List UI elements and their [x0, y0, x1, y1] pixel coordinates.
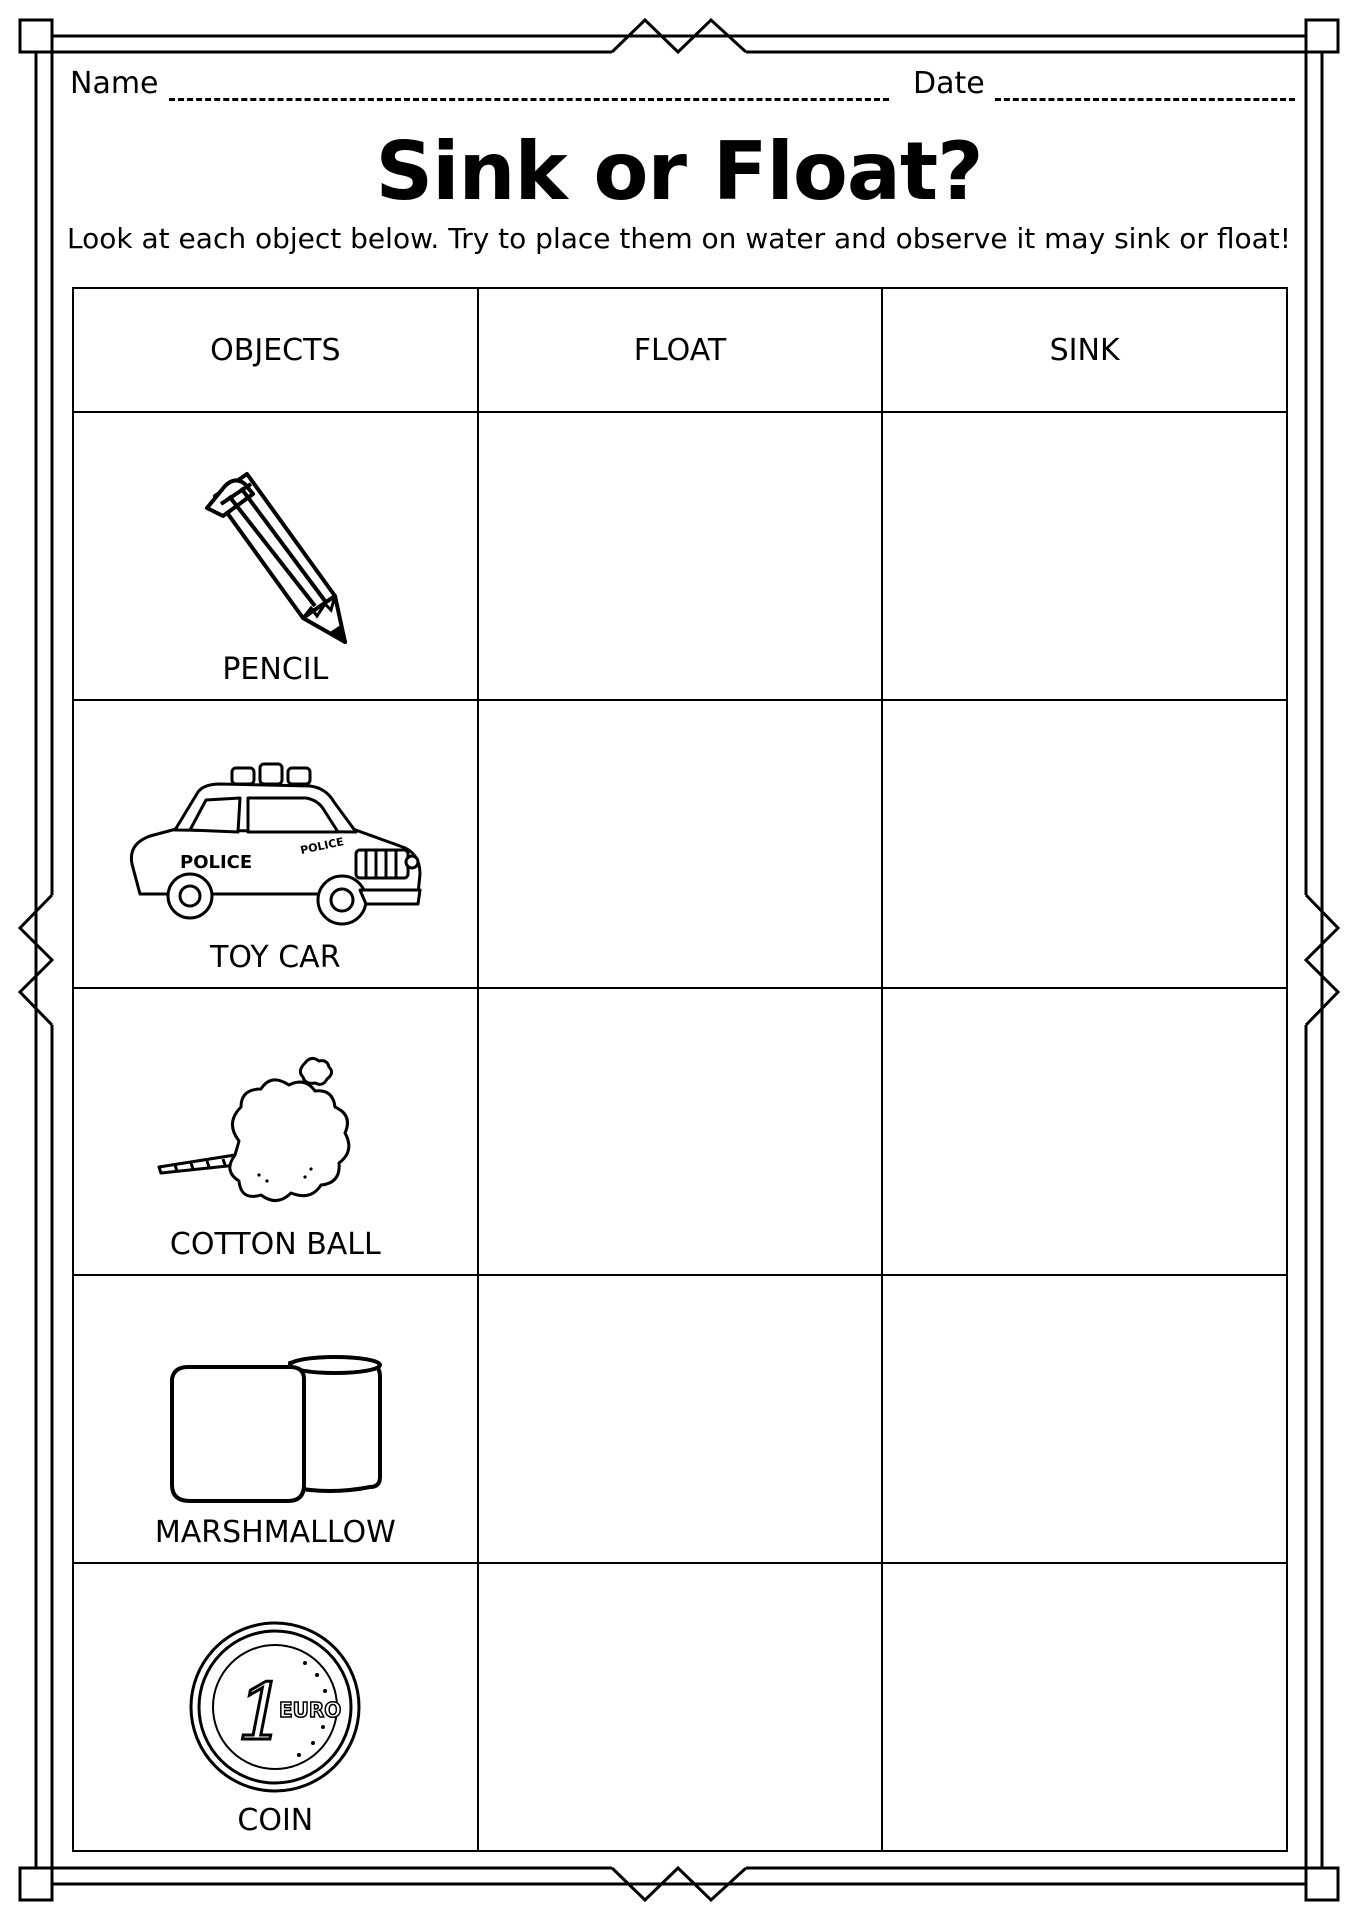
marshmallow-icon	[160, 1349, 390, 1509]
object-label: TOY CAR	[210, 939, 341, 975]
car-hood-decal: POLICE	[299, 834, 346, 857]
sink-cell-marshmallow[interactable]	[882, 1275, 1287, 1563]
table-row	[73, 700, 1287, 988]
table-row	[73, 412, 1287, 700]
object-cell-marshmallow	[73, 1275, 478, 1563]
table-header-row	[73, 288, 1287, 412]
sink-cell-toy-car[interactable]	[882, 700, 1287, 988]
page-title: Sink or Float?	[375, 125, 983, 218]
float-cell-toy-car[interactable]	[478, 700, 883, 988]
name-field[interactable]	[70, 66, 889, 101]
float-cell-marshmallow[interactable]	[478, 1275, 883, 1563]
float-cell-cotton-ball[interactable]	[478, 988, 883, 1276]
object-cell-coin	[73, 1563, 478, 1851]
euro-coin-icon	[185, 1617, 365, 1797]
object-cell-pencil	[73, 412, 478, 700]
sink-float-table	[72, 287, 1288, 1852]
table-row	[73, 1563, 1287, 1851]
object-label: COIN	[237, 1803, 314, 1838]
object-label: COTTON BALL	[169, 1227, 381, 1263]
instructions-text: Look at each object below. Try to place them on water and observe it may sink or float!	[67, 222, 1291, 255]
name-blank-line[interactable]	[169, 72, 889, 101]
date-blank-line[interactable]	[995, 72, 1295, 101]
pencil-icon	[185, 456, 365, 646]
object-label: MARSHMALLOW	[154, 1515, 396, 1551]
sink-cell-cotton-ball[interactable]	[882, 988, 1287, 1276]
table-row	[73, 1275, 1287, 1563]
float-cell-pencil[interactable]	[478, 412, 883, 700]
car-side-decal: POLICE	[180, 851, 253, 873]
object-cell-cotton-ball	[73, 988, 478, 1276]
float-cell-coin[interactable]	[478, 1563, 883, 1851]
name-label: Name	[70, 66, 159, 101]
sink-cell-pencil[interactable]	[882, 412, 1287, 700]
coin-currency: EURO	[279, 1698, 342, 1722]
column-header-float: FLOAT	[478, 288, 883, 412]
column-header-sink: SINK	[882, 288, 1287, 412]
cotton-ball-icon	[155, 1051, 395, 1221]
table-row	[73, 988, 1287, 1276]
object-label: PENCIL	[222, 651, 329, 687]
coin-value: 1	[237, 1668, 287, 1758]
column-header-objects: OBJECTS	[73, 288, 478, 412]
date-field[interactable]	[913, 66, 1295, 101]
police-car-icon	[120, 754, 430, 934]
object-cell-toy-car	[73, 700, 478, 988]
sink-cell-coin[interactable]	[882, 1563, 1287, 1851]
date-label: Date	[913, 66, 985, 101]
